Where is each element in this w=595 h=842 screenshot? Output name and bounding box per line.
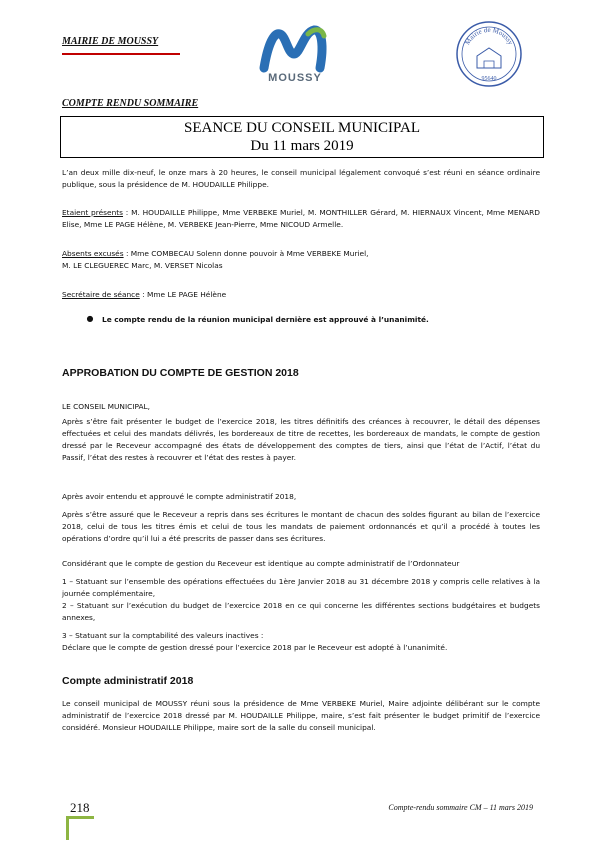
excuses-line-2: M. LE CLEGUEREC Marc, M. VERSET Nicolas [62, 261, 223, 270]
section1-p6a: 1 – Statuant sur l’ensemble des opérations effectuées du 1ère Janvier 2018 au 31 décembre 2018 y compris celle relatives à la journée complémentaire, [62, 577, 540, 598]
section1-p6c: 3 – Statuant sur la comptabilité des valeurs inactives : [62, 631, 264, 640]
section1-p4: Après s’être assuré que le Receveur a repris dans ses écritures le montant de chacun des soldes figurant au bilan de l’exercice 2018, celui de tous les titres émis et celui de tous les mandats de paiement ordonnancés et qu’il a procédé à toutes les opérations d’ordre qu’il lui a été prescrits de passer dans ses écritures. [62, 510, 540, 543]
moussy-logo [250, 24, 340, 84]
intro-paragraph: L’an deux mille dix-neuf, le onze mars à 20 heures, le conseil municipal légalement convoqué s’est réuni en séance ordinaire publique, sous la présidence de M. HOUDAILLE Philippe. [62, 168, 540, 189]
section-heading-compte-administratif: Compte administratif 2018 [62, 675, 194, 687]
section1-p1: LE CONSEIL MUNICIPAL, [62, 402, 150, 411]
secretaire-paragraph [62, 289, 540, 301]
title-line-2: Du 11 mars 2019 [250, 138, 354, 154]
approval-bullet-text: Le compte rendu de la réunion municipal dernière est approuvé à l’unanimité. [102, 315, 429, 324]
section1-p6d: Déclare que le compte de gestion dressé pour l’exercice 2018 par le Receveur est adopté à l’unanimité. [62, 643, 448, 652]
section1-p5: Considérant que le compte de gestion du Receveur est identique au compte administratif de l’Ordonnateur [62, 559, 460, 568]
section1-p6b: 2 – Statuant sur l’exécution du budget de l’exercice 2018 en ce qui concerne les différentes sections budgétaires et budgets annexes, [62, 601, 540, 622]
footer-green-rule [66, 816, 94, 819]
svg-text:Mairie de Moussy [463, 26, 514, 47]
logo-text: MOUSSY [268, 72, 322, 84]
section2-p1: Le conseil municipal de MOUSSY réuni sous la présidence de Mme VERBEKE Muriel, Maire adjointe délibérant sur le compte administratif de l’exercice 2018 dressé par M. HOUDAILLE Philippe, maire, s’est fait présenter le budget primitif de l’exercice considéré. Monsieur HOUDAILLE Philippe, maire sort de la salle du conseil municipal. [62, 699, 540, 732]
page-number: 218 [70, 800, 90, 815]
seal-code: 95640 [481, 76, 497, 82]
secretaire-text: : Mme LE PAGE Hélène [139, 290, 227, 299]
excuses-text: : Mme COMBECAU Solenn donne pouvoir à Mme VERBEKE Muriel, [123, 249, 369, 258]
title-box [60, 116, 544, 158]
title-line-1: SEANCE DU CONSEIL MUNICIPAL [184, 120, 420, 136]
section1-p2: Après s’être fait présenter le budget de l’exercice 2018, les titres définitifs des créances à recouvrer, le détail des dépenses effectuées et celui des mandats délivrés, les bordereaux de titre de recettes, les bordereaux de mandats, le compte de gestion dressé par le Receveur accompagné des états de développement des comptes de tiers, ainsi que l’état de l’Actif, l’état du Passif, l’état des restes à recouvrer et l’état des restes à payer. [62, 417, 540, 462]
mairie-seal [455, 20, 523, 88]
excuses-paragraph [62, 248, 540, 272]
secretaire-label: Secrétaire de séance [62, 290, 140, 299]
presents-label: Etaient présents [62, 208, 124, 217]
header-red-rule [62, 53, 180, 55]
presents-paragraph [62, 207, 540, 231]
footer-green-bar [66, 818, 69, 840]
bullet-icon: ● [86, 314, 94, 323]
seal-top-text: Mairie de Moussy [463, 26, 515, 47]
mairie-title: MAIRIE DE MOUSSY [62, 36, 159, 47]
document-type: COMPTE RENDU SOMMAIRE [62, 98, 199, 109]
presents-text: : M. HOUDAILLE Philippe, Mme VERBEKE Muriel, M. MONTHILLER Gérard, M. HIERNAUX Vincent, Mme MENARD Elise, Mme LE PAGE Hélène, M. VERBEKE Jean-Pierre, Mme NICOUD Armelle. [62, 208, 541, 229]
section-heading-compte-gestion: APPROBATION DU COMPTE DE GESTION 2018 [62, 367, 299, 379]
excuses-label: Absents excusés [62, 249, 124, 258]
footer-caption: Compte-rendu sommaire CM – 11 mars 2019 [388, 803, 533, 812]
section1-p3: Après avoir entendu et approuvé le compte administratif 2018, [62, 492, 297, 501]
